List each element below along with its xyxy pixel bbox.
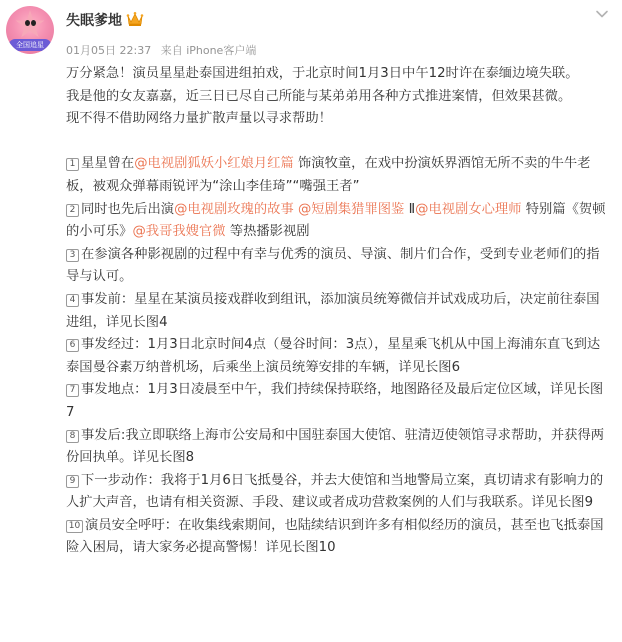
mention-link[interactable]: @电视剧女心理师 — [415, 201, 522, 217]
post-content — [66, 63, 611, 560]
item-text: 在参演各种影视剧的过程中有幸与优秀的演员、导演、制片们合作，受到专业老师们的指导与认可。 — [66, 246, 600, 285]
avatar-character — [15, 10, 45, 40]
item-text: 等热播影视剧 — [225, 224, 310, 240]
item-number-badge: 3 — [66, 249, 79, 262]
item-number-badge: 8 — [66, 430, 79, 443]
item-number-badge: 7 — [66, 384, 79, 397]
item-text: 饰演牧童，在戏中扮演妖界酒馆无所不卖的牛牛老板，被观众弹幕雨锐评为“涂山李佳琦”“嘴强王者” — [66, 156, 591, 194]
item-number-badge: 6 — [66, 339, 79, 352]
item-text: Ⅱ — [404, 201, 416, 217]
intro-line-2: 我是他的女友嘉嘉，近三日已尽自己所能与某弟弟用各种方式推进案情，但效果甚微。 — [66, 88, 572, 104]
mention-link[interactable]: @我哥我嫂官微 — [132, 224, 226, 240]
list-item — [66, 199, 611, 244]
list-item — [66, 425, 611, 470]
avatar-eye-left — [25, 20, 30, 26]
list-item — [66, 515, 611, 560]
crown-icon — [126, 11, 144, 27]
item-number-badge: 1 — [66, 158, 79, 171]
list-item — [66, 470, 611, 515]
avatar[interactable] — [6, 6, 54, 54]
username[interactable]: 失眠爹地 — [66, 13, 122, 29]
post-source: 来自 iPhone客户端 — [160, 44, 257, 57]
mention-link[interactable]: @电视剧玫瑰的故事 — [174, 201, 294, 217]
item-text: 演员安全呼吁：在收集线索期间，也陆续结识到许多有相似经历的演员，甚至也飞抵泰国险入困局，请大家务必提高警惕！详见长图10 — [66, 517, 604, 556]
item-text: 事发地点：1月3日凌晨至中午，我们持续保持联络，地图路径及最后定位区域，详见长图7 — [66, 382, 604, 420]
intro-line-3: 现不得不借助网络力量扩散声量以寻求帮助！ — [66, 111, 332, 127]
item-text: 事发经过：1月3日北京时间4点（曼谷时间：3点），星星乘飞机从中国上海浦东直飞到达泰国曼谷素万纳普机场，后乘坐上演员统筹安排的车辆，详见长图6 — [66, 337, 601, 375]
list-item — [66, 244, 611, 289]
paragraph-gap — [66, 131, 611, 154]
intro-line-1: 万分紧急！演员星星赴泰国进组拍戏，于北京时间1月3日中午12时许在泰缅边境失联。 — [66, 66, 579, 81]
item-text: 星星曾在 — [81, 156, 135, 172]
mention-link[interactable]: @电视剧狐妖小红娘月红篇 — [134, 156, 294, 172]
list-item — [66, 153, 611, 198]
item-text: 事发前：星星在某演员接戏群收到组讯，添加演员统筹微信并试戏成功后，决定前往泰国进组，详见长图4 — [66, 291, 600, 330]
item-text: 事发后:我立即联络上海市公安局和中国驻泰国大使馆、驻清迈使领馆寻求帮助，并获得两份回执单。详见长图8 — [66, 427, 605, 466]
list-item — [66, 289, 611, 334]
item-number-badge: 2 — [66, 204, 79, 217]
item-text: 特别篇《贺顿的小可乐》 — [66, 201, 606, 240]
chevron-down-icon[interactable] — [594, 6, 610, 22]
avatar-tag: 全国追星 — [9, 39, 51, 51]
avatar-eye-right — [31, 20, 36, 26]
post-meta — [66, 42, 262, 58]
item-number-badge: 9 — [66, 475, 79, 488]
item-text: 同时也先后出演 — [81, 201, 175, 217]
list-item — [66, 379, 611, 424]
item-text: 下一步动作：我将于1月6日飞抵曼谷，并去大使馆和当地警局立案，真切请求有影响力的人扩大声音，也请有相关资源、手段、建议或者成功营救案例的人们与我联系。详见长图9 — [66, 472, 604, 511]
item-number-badge: 10 — [66, 520, 83, 533]
mention-link[interactable]: @短剧集猎罪图鉴 — [297, 201, 405, 217]
list-item — [66, 334, 611, 379]
post-date[interactable]: 01月05日 22:37 — [66, 44, 152, 57]
item-number-badge: 4 — [66, 294, 79, 307]
